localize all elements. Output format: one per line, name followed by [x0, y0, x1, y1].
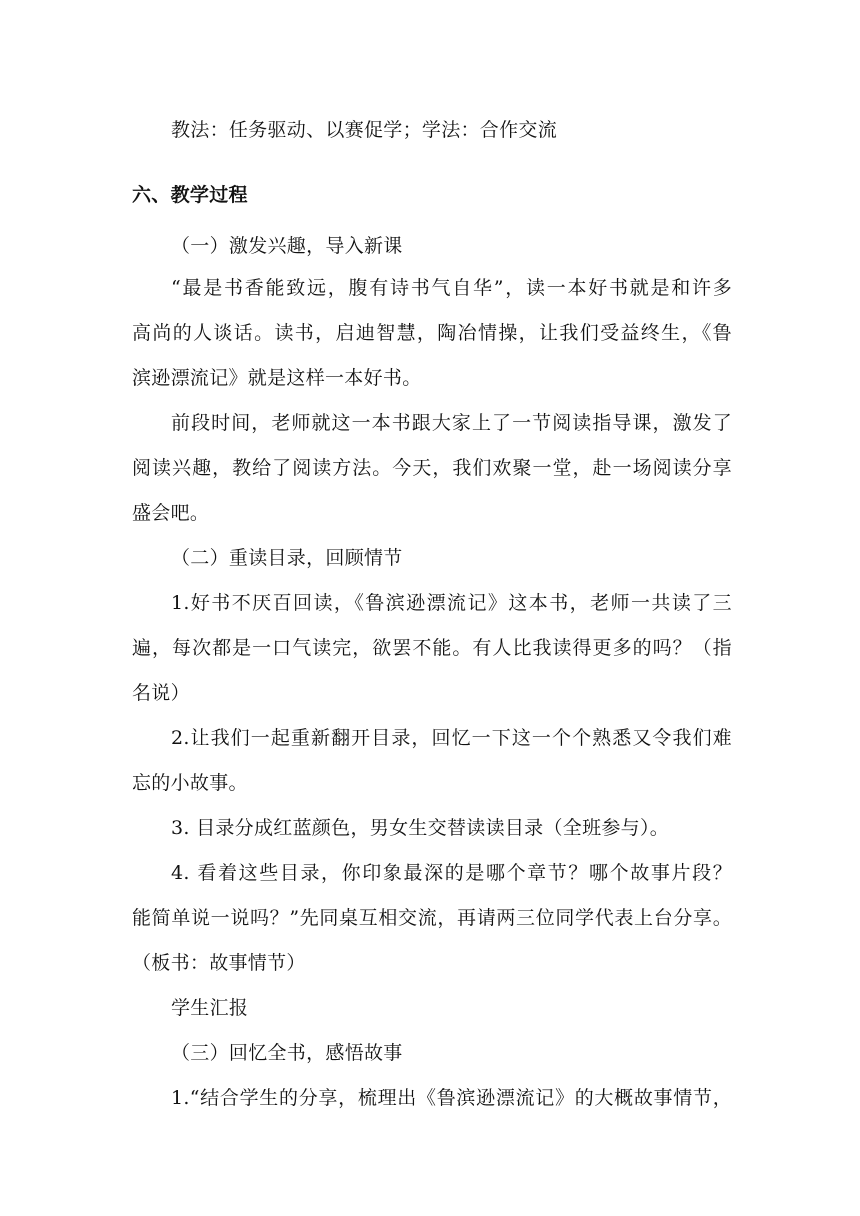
part2-item1-line1: 1.好书不厌百回读，《鲁滨逊漂流记》这本书，老师一共读了三 [171, 592, 732, 614]
part2-item2-line2: 忘的小故事。 [132, 772, 248, 794]
section-heading: 六、教学过程 [132, 184, 248, 206]
part1-para2-line2: 阅读兴趣，教给了阅读方法。今天，我们欢聚一堂，赴一场阅读分享 [132, 457, 732, 479]
part2-item1-line2: 遍，每次都是一口气读完，欲罢不能。有人比我读得更多的吗？（指 [132, 637, 732, 659]
part1-para1-line1: “最是书香能致远，腹有诗书气自华”，读一本好书就是和许多 [171, 277, 732, 299]
part3-item1: 1.“结合学生的分享，梳理出《鲁滨逊漂流记》的大概故事情节， [171, 1087, 732, 1109]
part1-para2-line1: 前段时间，老师就这一本书跟大家上了一节阅读指导课，激发了 [171, 412, 732, 434]
teaching-method-line: 教法：任务驱动、以赛促学；学法：合作交流 [171, 119, 558, 141]
part1-para1-line3: 滨逊漂流记》就是这样一本好书。 [132, 367, 422, 389]
part2-item2-line1: 2.让我们一起重新翻开目录，回忆一下这一个个熟悉又令我们难 [171, 727, 732, 749]
part2-title: （二）重读目录，回顾情节 [171, 547, 403, 569]
part2-item3: 3. 目录分成红蓝颜色，男女生交替读读目录（全班参与）。 [171, 817, 670, 839]
part2-report: 学生汇报 [171, 997, 249, 1019]
part1-para2-line3: 盛会吧。 [132, 502, 210, 524]
part2-item4-line3: （板书：故事情节） [132, 952, 306, 974]
part1-para1-line2: 高尚的人谈话。读书，启迪智慧，陶冶情操，让我们受益终生，《鲁 [132, 322, 732, 344]
part1-title: （一）激发兴趣，导入新课 [171, 235, 403, 257]
part2-item4-line1: 4. 看着这些目录，你印象最深的是哪个章节？哪个故事片段？ [171, 862, 732, 884]
part2-item4-line2: 能简单说一说吗？”先同桌互相交流，再请两三位同学代表上台分享。 [132, 907, 732, 929]
part2-item1-line3: 名说） [132, 682, 190, 704]
part3-title: （三）回忆全书，感悟故事 [171, 1042, 403, 1064]
